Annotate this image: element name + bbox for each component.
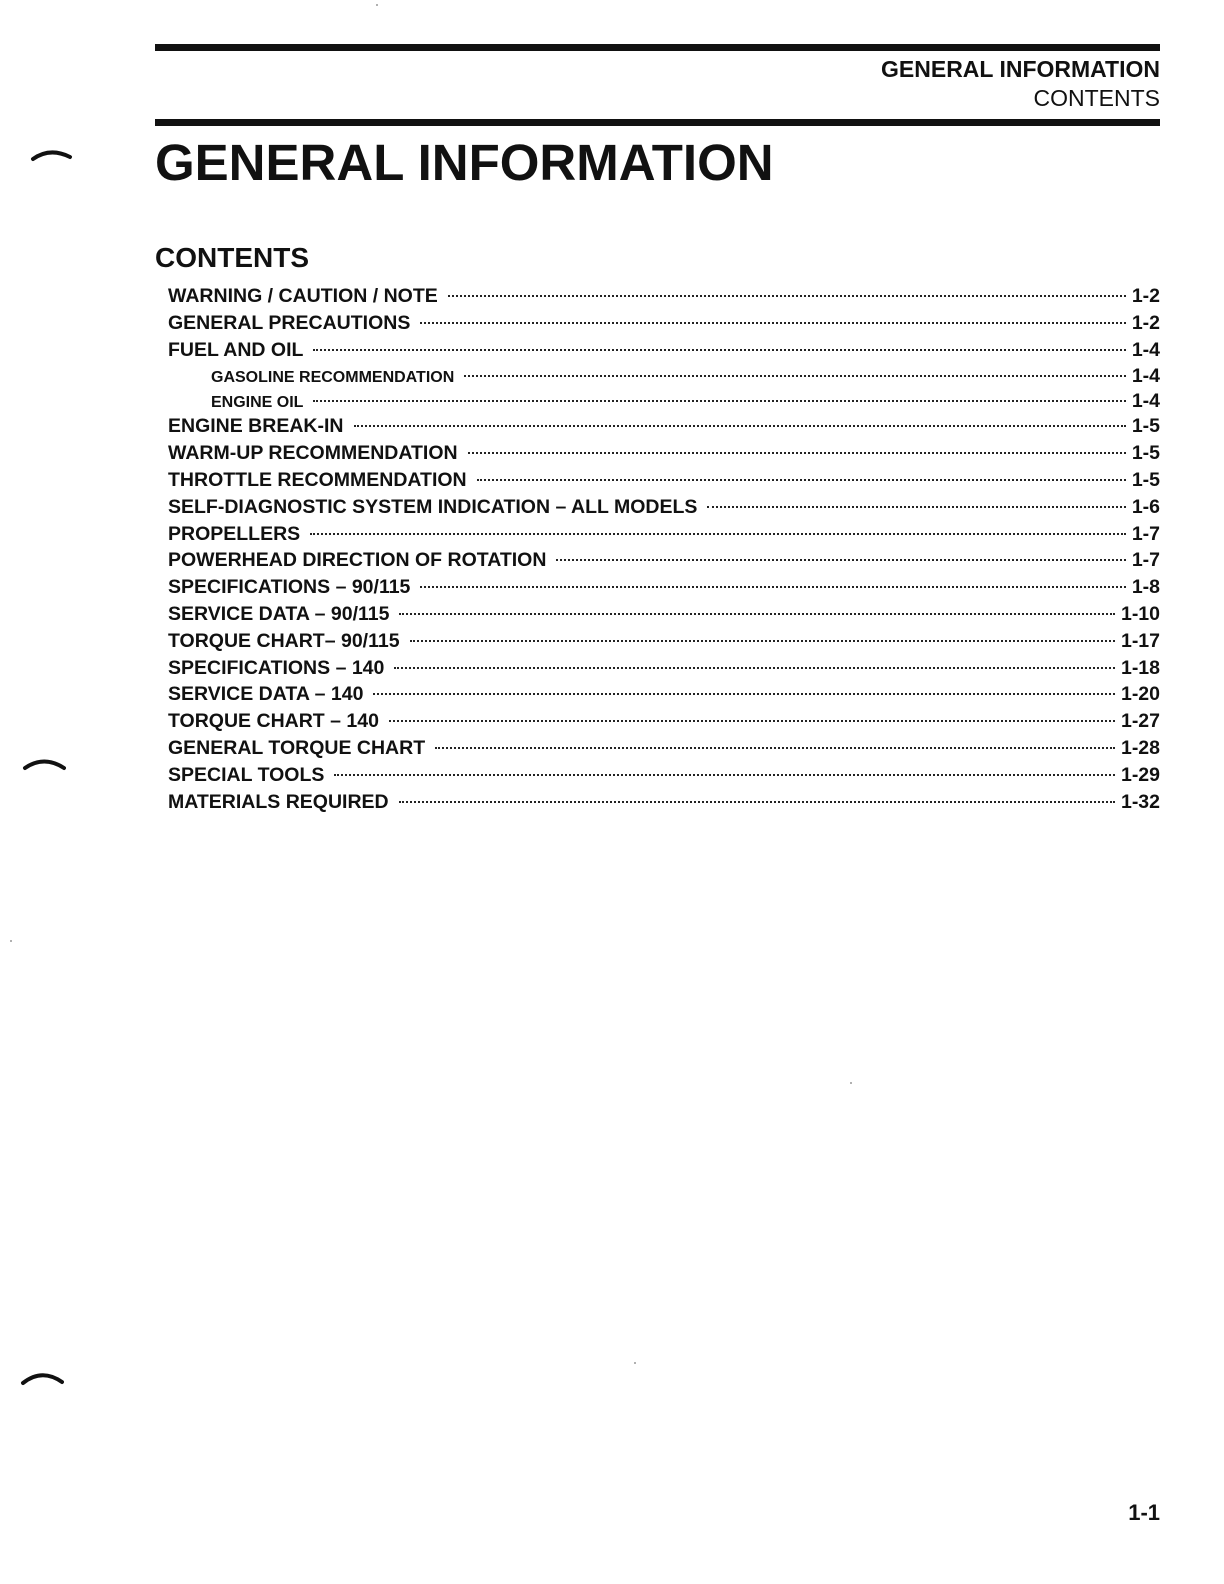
toc-entry-label: SPECIAL TOOLS [168, 763, 325, 786]
toc-entry-label: GASOLINE RECOMMENDATION [211, 369, 455, 387]
toc-entry-page: 1-5 [1131, 442, 1160, 465]
toc-dot-leader [399, 613, 1115, 615]
toc-entry-page: 1-17 [1120, 629, 1160, 652]
table-of-contents [168, 285, 1160, 817]
toc-entry-page: 1-4 [1131, 338, 1160, 361]
toc-entry[interactable] [168, 657, 1160, 684]
toc-entry-page: 1-6 [1131, 495, 1160, 518]
toc-entry-label: FUEL AND OIL [168, 338, 304, 361]
toc-entry-label: TORQUE CHART– 90/115 [168, 629, 400, 652]
toc-entry[interactable] [168, 469, 1160, 496]
toc-entry-page: 1-32 [1120, 790, 1160, 813]
toc-entry-label: ENGINE OIL [211, 394, 304, 412]
toc-dot-leader [477, 479, 1126, 481]
toc-entry[interactable] [168, 365, 1160, 390]
toc-entry-page: 1-7 [1131, 549, 1160, 572]
toc-entry[interactable] [168, 683, 1160, 710]
toc-entry[interactable] [168, 737, 1160, 764]
toc-dot-leader [310, 533, 1126, 535]
toc-entry-label: POWERHEAD DIRECTION OF ROTATION [168, 549, 547, 572]
toc-entry-page: 1-27 [1120, 710, 1160, 733]
toc-dot-leader [313, 400, 1125, 402]
toc-entry-page: 1-4 [1131, 390, 1160, 413]
toc-dot-leader [435, 747, 1115, 749]
toc-dot-leader [410, 640, 1115, 642]
toc-entry-label: SELF-DIAGNOSTIC SYSTEM INDICATION – ALL MODELS [168, 495, 698, 518]
toc-dot-leader [468, 452, 1126, 454]
toc-dot-leader [464, 375, 1126, 377]
toc-entry-page: 1-2 [1131, 311, 1160, 334]
binder-hole-mark-icon [30, 145, 74, 175]
toc-entry-page: 1-4 [1131, 365, 1160, 388]
toc-dot-leader [707, 506, 1125, 508]
toc-dot-leader [556, 559, 1125, 561]
toc-entry[interactable] [168, 339, 1160, 366]
toc-entry[interactable] [168, 576, 1160, 603]
page-number: 1-1 [1128, 1500, 1160, 1525]
running-head-title: GENERAL INFORMATION [881, 56, 1160, 82]
toc-entry-label: SERVICE DATA – 90/115 [168, 602, 390, 625]
toc-entry-label: SPECIFICATIONS – 140 [168, 656, 385, 679]
scan-speck [10, 940, 12, 942]
toc-entry-label: ENGINE BREAK-IN [168, 415, 344, 438]
toc-entry-page: 1-20 [1120, 683, 1160, 706]
toc-entry-page: 1-7 [1131, 522, 1160, 545]
contents-heading: CONTENTS [155, 242, 309, 273]
toc-entry-page: 1-5 [1131, 468, 1160, 491]
toc-dot-leader [354, 425, 1126, 427]
toc-dot-leader [334, 774, 1115, 776]
toc-entry-label: MATERIALS REQUIRED [168, 790, 389, 813]
header-rule-bottom [155, 119, 1160, 126]
binder-hole-mark-icon [22, 752, 66, 782]
toc-entry-label: TORQUE CHART – 140 [168, 710, 379, 733]
toc-dot-leader [399, 801, 1115, 803]
toc-entry[interactable] [168, 523, 1160, 550]
toc-entry[interactable] [168, 442, 1160, 469]
toc-dot-leader [373, 693, 1115, 695]
toc-entry[interactable] [168, 791, 1160, 818]
toc-dot-leader [394, 667, 1115, 669]
toc-entry[interactable] [168, 312, 1160, 339]
toc-entry[interactable] [168, 710, 1160, 737]
toc-entry[interactable] [168, 390, 1160, 415]
header-rule-top [155, 44, 1160, 51]
toc-entry-label: SPECIFICATIONS – 90/115 [168, 576, 411, 599]
toc-entry-page: 1-5 [1131, 415, 1160, 438]
toc-dot-leader [389, 720, 1115, 722]
toc-entry-label: PROPELLERS [168, 522, 301, 545]
running-head-subtitle: CONTENTS [1033, 85, 1160, 111]
toc-entry-label: GENERAL PRECAUTIONS [168, 311, 411, 334]
scan-speck [850, 1082, 852, 1084]
toc-entry-label: SERVICE DATA – 140 [168, 683, 364, 706]
running-head [881, 55, 1160, 113]
toc-entry[interactable] [168, 764, 1160, 791]
chapter-title: GENERAL INFORMATION [155, 134, 774, 191]
toc-entry-page: 1-2 [1131, 285, 1160, 307]
binder-hole-mark-icon [20, 1366, 64, 1396]
toc-entry-page: 1-29 [1120, 763, 1160, 786]
toc-entry-label: WARNING / CAUTION / NOTE [168, 285, 438, 307]
toc-dot-leader [313, 349, 1125, 351]
toc-entry-label: WARM-UP RECOMMENDATION [168, 442, 458, 465]
scan-speck [634, 1362, 636, 1364]
toc-entry-label: GENERAL TORQUE CHART [168, 736, 426, 759]
toc-entry-page: 1-10 [1120, 602, 1160, 625]
toc-entry-page: 1-28 [1120, 736, 1160, 759]
toc-entry-label: THROTTLE RECOMMENDATION [168, 468, 467, 491]
toc-entry[interactable] [168, 496, 1160, 523]
scan-speck [376, 4, 378, 6]
toc-dot-leader [420, 322, 1125, 324]
toc-entry[interactable] [168, 603, 1160, 630]
toc-dot-leader [448, 295, 1126, 297]
toc-entry[interactable] [168, 285, 1160, 312]
toc-entry[interactable] [168, 630, 1160, 657]
toc-entry-page: 1-8 [1131, 576, 1160, 599]
toc-entry[interactable] [168, 415, 1160, 442]
toc-entry-page: 1-18 [1120, 656, 1160, 679]
toc-dot-leader [420, 586, 1125, 588]
toc-entry[interactable] [168, 549, 1160, 576]
